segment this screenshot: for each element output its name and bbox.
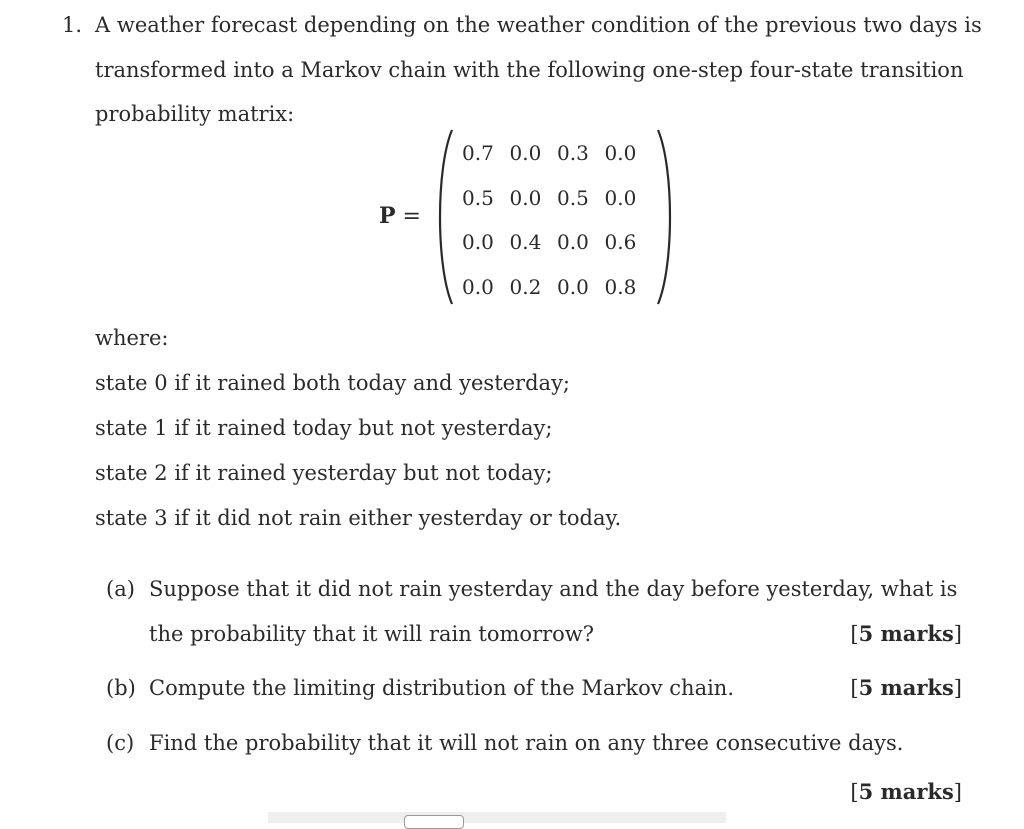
- matrix-cell: 0.0: [462, 230, 494, 255]
- part-b-marks: [5 marks]: [850, 675, 962, 700]
- matrix-cell: 0.0: [509, 185, 542, 210]
- matrix-row: [462, 227, 652, 272]
- intro-line-3: probability matrix:: [95, 102, 295, 126]
- bottom-toolbar: [268, 812, 726, 823]
- part-c-text-line-1: Find the probability that it will not rain on any three consecutive days.: [149, 731, 904, 755]
- state-2-description: state 2 if it rained yesterday but not today;: [95, 461, 553, 485]
- matrix-cell: 0.0: [557, 275, 589, 300]
- matrix-cell: 0.0: [604, 141, 637, 165]
- question-number: 1.: [62, 13, 83, 37]
- part-b-label: (b): [106, 676, 136, 700]
- part-b-text-line-1: Compute the limiting distribution of the Markov chain.: [149, 676, 735, 700]
- where-label: where:: [95, 326, 169, 350]
- part-c-label: (c): [106, 731, 135, 755]
- matrix-row: [462, 183, 652, 228]
- bottom-toolbar-tab[interactable]: [404, 815, 464, 829]
- intro-line-1: A weather forecast depending on the weather condition of the previous two days is: [95, 13, 982, 37]
- matrix-cell: 0.0: [557, 230, 589, 255]
- state-0-description: state 0 if it rained both today and yesterday;: [95, 371, 571, 395]
- matrix-definition: [379, 201, 421, 232]
- right-parenthesis: [652, 128, 676, 306]
- matrix-cell: 0.6: [604, 230, 637, 255]
- matrix-equals: =: [402, 204, 421, 229]
- matrix-row: [462, 138, 652, 183]
- matrix-label: P: [379, 203, 396, 229]
- state-1-description: state 1 if it rained today but not yesterday;: [95, 416, 553, 440]
- part-a-marks: [5 marks]: [850, 621, 962, 646]
- matrix-cell: 0.0: [462, 275, 494, 300]
- matrix-cell: 0.5: [557, 185, 589, 210]
- matrix-cell: 0.2: [509, 275, 542, 300]
- transition-matrix: [462, 138, 652, 317]
- matrix-cell: 0.0: [604, 185, 637, 210]
- matrix-cell: 0.7: [462, 141, 494, 165]
- state-3-description: state 3 if it did not rain either yesterday or today.: [95, 506, 622, 530]
- matrix-cell: 0.3: [557, 141, 589, 165]
- intro-line-2: transformed into a Markov chain with the following one-step four-state transition: [95, 58, 964, 82]
- matrix-cell: 0.0: [509, 141, 542, 165]
- left-parenthesis: [434, 128, 458, 306]
- matrix-cell: 0.4: [509, 230, 542, 255]
- part-a-label: (a): [106, 577, 135, 601]
- part-c-marks: [5 marks]: [850, 779, 962, 804]
- matrix-cell: 0.5: [462, 185, 494, 210]
- matrix-cell: 0.8: [604, 275, 637, 300]
- part-a-text-line-1: Suppose that it did not rain yesterday and the day before yesterday, what is: [149, 577, 958, 601]
- part-a-text-line-2: the probability that it will rain tomorrow?: [149, 622, 595, 646]
- matrix-row: [462, 272, 652, 317]
